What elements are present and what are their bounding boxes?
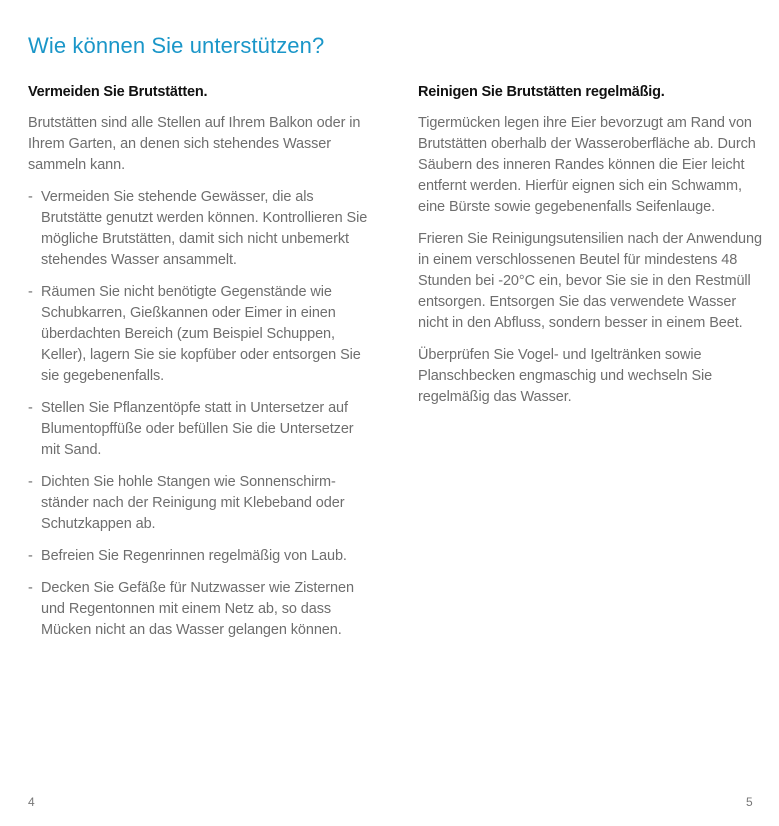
list-item [28,282,368,387]
list-item [28,472,368,535]
right-column [418,84,763,419]
body-paragraph: Überprüfen Sie Vogel- und Igeltränken sowie Planschbecken engmaschig und wechseln Sie regelmäßig das Wasser. [418,347,713,405]
page-title: Wie können Sie unterstützen? [28,33,325,58]
list-item-text: Dichten Sie hohle Stangen wie Sonnenschirmständer nach der Reinigung mit Klebeband oder Schutzkappen ab. [41,474,345,532]
page-number-left: 4 [28,795,35,809]
dash-marker: - [28,548,33,564]
body-paragraph: Tigermücken legen ihre Eier bevorzugt am Rand von Brutstätten oberhalb der Wasseroberfläche ab. Durch Säubern des inneren Randes können die Eier leicht entfernt werden. Hierfür eignen sich ein Schwamm, eine Bürste sowie gegebenenfalls Seifenlauge. [418,115,756,215]
left-column [28,84,368,652]
list-item [28,187,368,271]
page-number-right: 5 [746,795,753,809]
body-paragraph: Frieren Sie Reinigungsutensilien nach der Anwendung in einem verschlossenen Beutel für mindestens 48 Stunden bei -20°C ein, bevor Sie sie in den Restmüll entsorgen. Entsorgen Sie das verwendete Wasser nicht in den Abfluss, sondern besser in einem Beet. [418,231,762,331]
dash-marker: - [28,580,33,596]
list-item-text: Decken Sie Gefäße für Nutzwasser wie Zisternen und Regentonnen mit einem Netz ab, so dass Mücken nicht an das Wasser gelangen können. [41,580,354,638]
section-heading-avoid-breeding-sites: Vermeiden Sie Brutstätten. [28,84,208,100]
section-heading-clean-breeding-sites: Reinigen Sie Brutstätten regelmäßig. [418,84,665,100]
dash-marker: - [28,189,33,205]
list-item-text: Stellen Sie Pflanzentöpfe statt in Untersetzer auf Blumentopffüße oder befüllen Sie die Untersetzer mit Sand. [41,400,354,458]
list-item [28,546,368,567]
tips-list [28,187,368,641]
dash-marker: - [28,400,33,416]
list-item-text: Befreien Sie Regenrinnen regelmäßig von Laub. [41,548,347,564]
list-item [28,578,368,641]
list-item [28,398,368,461]
list-item-text: Räumen Sie nicht benötigte Gegenstände wie Schubkarren, Gießkannen oder Eimer in einen überdachten Bereich (zum Beispiel Schuppen, Keller), lagern Sie sie kopfüber oder entsorgen Sie sie gegebenenfalls. [41,284,361,384]
dash-marker: - [28,284,33,300]
list-item-text: Vermeiden Sie stehende Gewässer, die als Brutstätte genutzt werden können. Kontrollieren Sie mögliche Brutstätten, damit sich nicht unbemerkt stehendes Wasser ansammelt. [41,189,368,268]
dash-marker: - [28,474,33,490]
intro-paragraph: Brutstätten sind alle Stellen auf Ihrem Balkon oder in Ihrem Garten, an denen sich stehendes Wasser sammeln kann. [28,115,361,173]
